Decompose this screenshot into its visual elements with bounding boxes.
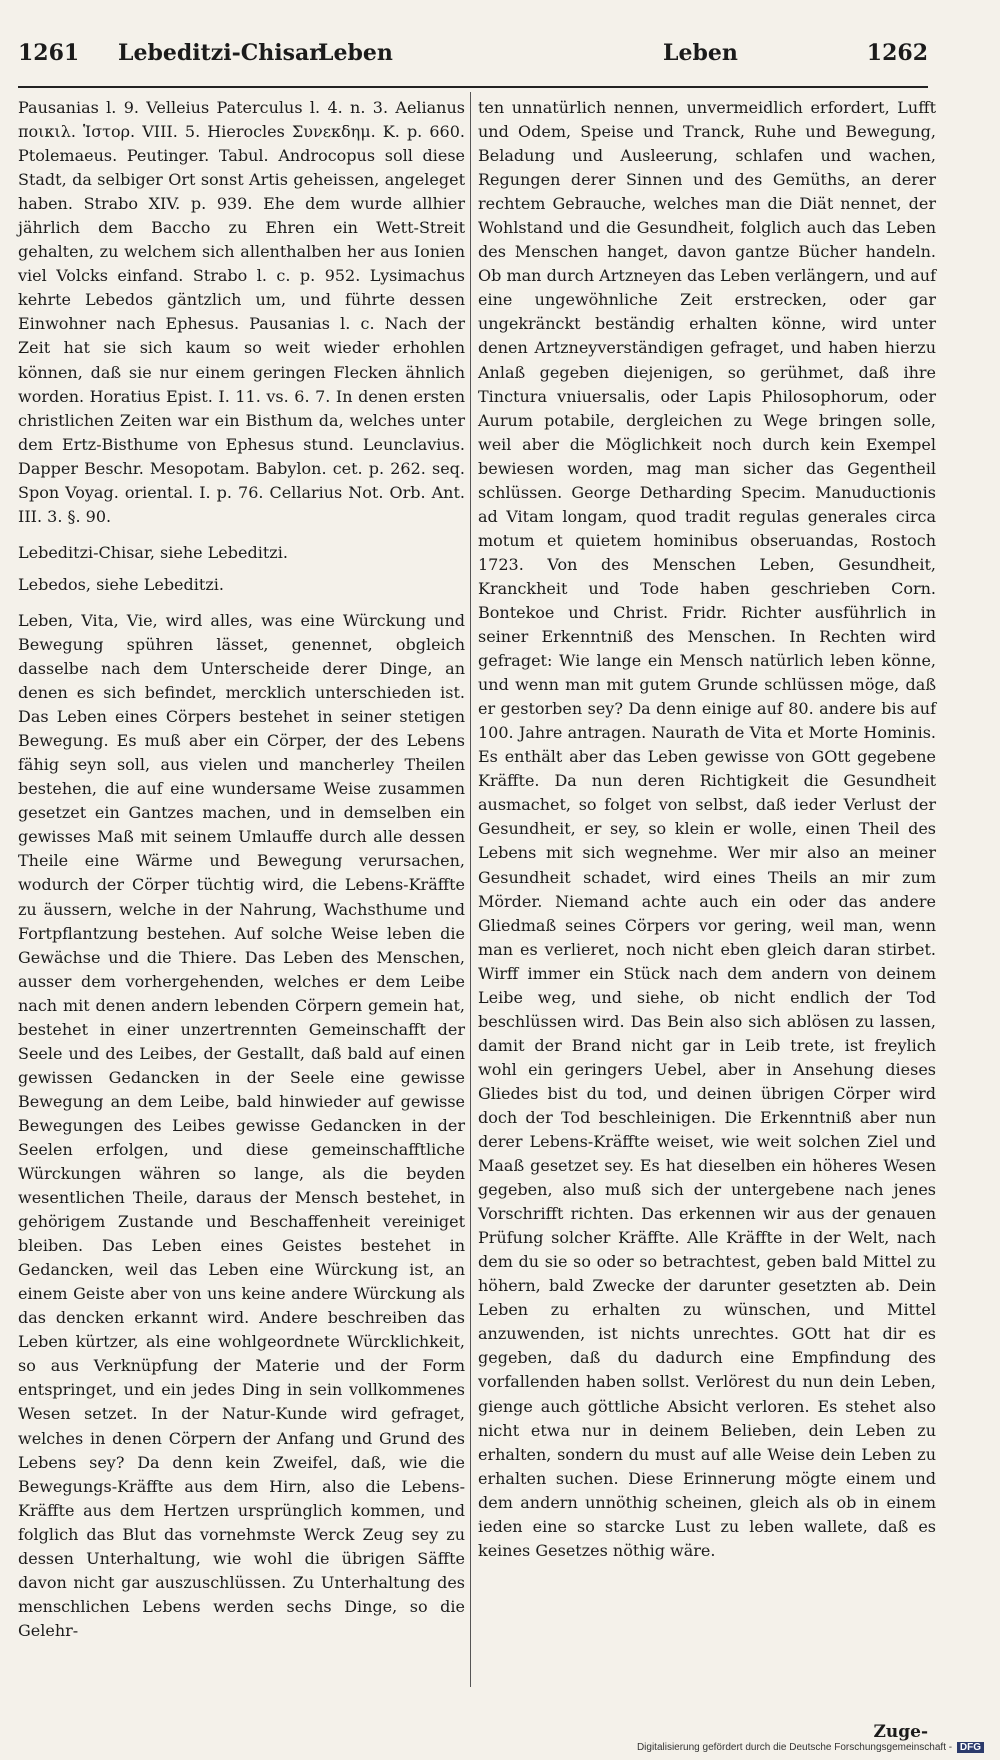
entry-lebedos: Lebedos, siehe Lebeditzi. bbox=[18, 574, 224, 594]
dfg-logo: DFG bbox=[957, 1742, 984, 1753]
column-divider bbox=[470, 92, 471, 1687]
running-head bbox=[18, 40, 928, 80]
right-column bbox=[478, 96, 936, 1563]
paragraph-leben-continued: ten unnatürlich nennen, unvermeidlich erfordert, Lufft und Odem, Speise und Tranck, Ruhe und Bewegung, Beladung und Ausleerung, schlafen und wachen, Regungen derer Sinnen und des Gemüths, an derer rechtem Gebrauche, welches man die Diät nennet, der Wohlstand und die Gesundheit, folglich auch das Leben des Menschen hanget, davon gantze Bücher handeln. Ob man durch Artzneyen das Leben verlängern, und auf eine ungewöhnliche Zeit erstrecken, oder gar ungekränckt beständig erhalten könne, wird unter denen Artzneyverständigen gefraget, und haben hierzu Anlaß gegeben diejenigen, so gerühmet, daß ihre Tinctura vniuersalis, oder Lapis Philosophorum, oder Aurum potabile, dergleichen zu Wege bringen solle, weil aber die Möglichkeit noch durch kein Exempel bewiesen worden, mag man sicher das Gegentheil schlüssen. George Detharding Specim. Manuductionis ad Vitam longam, quod tradit regulas generales circa motum et quietem hominibus obseruandas, Rostoch 1723. Von des Menschen Leben, Gesundheit, Kranckheit und Tode haben geschrieben Corn. Bontekoe und Christ. Fridr. Richter ausführlich in seiner Erkenntniß des Menschen. In Rechten wird gefraget: Wie lange ein Mensch natürlich leben könne, und wenn man mit gutem Grunde schlüssen möge, daß er gestorben sey? Da denn einige auf 80. andere bis auf 100. Jahre antragen. Naurath de Vita et Morte Hominis. Es enthält aber das Leben gewisse von GOtt gegebene Kräffte. Da nun deren Richtigkeit die Gesundheit ausmachet, so folget von selbst, daß ieder Verlust der Gesundheit, er sey, so klein er wolle, einen Theil des Lebens mit sich wegnehme. Wer mir also an meiner Gesundheit schadet, wird eines Theils an mir zum Mörder. Niemand achte auch ein oder das andere Gliedmaß seines Cörpers vor gering, weil man, wenn man es verlieret, noch nicht eben gleich daran stirbet. Wirff immer ein Stück nach dem andern von deinem Leibe weg, und siehe, ob nicht endlich der Tod beschlüssen wird. Das Bein also sich ablösen zu lassen, damit der Brand nicht gar in Leib trete, ist freylich wohl ein geringers Uebel, aber in Ansehung dieses Gliedes bist du tod, und deinen übrigen Cörper wird doch der Tod beschleinigen. Die Erkenntniß aber nun derer Lebens-Kräffte weiset, wie weit solchen Ziel und Maaß gesetzet sey. Es hat dieselben ein höheres Wesen gegeben, also muß sich der untergebene nach jenes Vorschrifft richten. Das erkennen wir aus der genauen Prüfung solcher Kräffte. Alle Kräffte in der Welt, nach dem du sie so oder so betrachtest, geben bald Mittel zu höhern, bald Zwecke der darunter gesetzten ab. Dein Leben zu erhalten zu wünschen, und Mittel anzuwenden, ist nichts unrechtes. GOtt hat dir es gegeben, daß du dadurch eine Empfindung des vorfallenden haben sollst. Verlörest du nun dein Leben, gienge auch göttliche Absicht verloren. Es stehet also nicht etwa nur in deinem Belieben, dein Leben zu erhalten, sondern du must auf alle Weise dein Leben zu erhalten suchen. Diese Erinnerung mögte einem und dem andern unnöthig scheinen, gleich als ob in einem ieden eine so starcke Lust zu leben wallete, daß es keines Gesetzes nöthig wäre. bbox=[478, 98, 936, 1560]
digitization-credit bbox=[637, 1742, 984, 1753]
catchword: Zuge- bbox=[873, 1722, 928, 1742]
credit-text: Digitalisierung gefördert durch die Deutsche Forschungsgemeinschaft - bbox=[636, 1742, 953, 1753]
page-number-left: 1261 bbox=[18, 40, 80, 66]
paragraph-lebeditzi-sources: Pausanias l. 9. Velleius Paterculus l. 4. n. 3. Aelianus ποικιλ. Ἱστορ. VIII. 5. Hierocles Συνεκδημ. K. p. 660. Ptolemaeus. Peutinger. Tabul. Androcopus soll diese Stadt, da selbiger Ort sonst Artis geheissen, angeleget haben. Strabo XIV. p. 939. Ehe dem wurde allhier jährlich dem Baccho zu Ehren ein Wett-Streit gehalten, zu welchem sich allenthalben her aus Ionien viel Volcks einfand. Strabo l. c. p. 952. Lysimachus kehrte Lebedos gäntzlich um, und führte dessen Einwohner nach Ephesus. Pausanias l. c. Nach der Zeit hat sie sich kaum so weit wieder erhohlen können, daß sie nur einem geringen Flecken ähnlich worden. Horatius Epist. I. 11. vs. 6. 7. In denen ersten christlichen Zeiten war ein Bisthum da, welches unter dem Ertz-Bisthume von Ephesus stund. Leunclavius. Dapper Beschr. Mesopotam. Babylon. cet. p. 262. seq. Spon Voyag. oriental. I. p. 76. Cellarius Not. Orb. Ant. III. 3. §. 90. bbox=[18, 98, 465, 526]
lemma-right: Leben bbox=[663, 40, 738, 66]
entry-lebeditzi-chisar: Lebeditzi-Chisar, siehe Lebeditzi. bbox=[18, 542, 288, 562]
page-number-right: 1262 bbox=[866, 40, 928, 66]
paragraph-leben: Leben, Vita, Vie, wird alles, was eine Würckung und Bewegung spühren lässet, genennet, obgleich dasselbe nach dem Unterscheide derer Dinge, an denen es sich befindet, mercklich unterschieden ist. Das Leben eines Cörpers bestehet in seiner stetigen Bewegung. Es muß aber ein Cörper, der des Lebens fähig seyn soll, aus vielen und mancherley Theilen bestehen, die auf eine wundersame Weise zusammen gesetzet ein Gantzes machen, und in demselben ein gewisses Maß mit seinem Umlauffe durch alle dessen Theile eine Wärme und Bewegung verursachen, wodurch der Cörper tüchtig wird, die Lebens-Kräffte zu äussern, welche in der Nahrung, Wachsthume und Fortpflantzung bestehen. Auf solche Weise leben die Gewächse und die Thiere. Das Leben des Menschen, ausser dem vorhergehenden, welches er dem Leibe nach mit denen andern lebenden Cörpern gemein hat, bestehet in einer unzertrennten Gemeinschafft der Seele und des Leibes, der Gestallt, daß bald auf einen gewissen Gedancken in der Seele eine gewisse Bewegung an dem Leibe, bald hinwieder auf gewisse Bewegungen des Leibes gewisse Gedancken in der Seelen erfolgen, und diese gemeinschafftliche Würckungen währen so lange, als die beyden wesentlichen Theile, daraus der Mensch bestehet, in gehörigem Zustande und Beschaffenheit vereiniget bleiben. Das Leben eines Geistes bestehet in Gedancken, weil das Leben eine Würckung ist, an einem Geiste aber von uns keine andere Würckung als das dencken erkannt wird. Andere beschreiben das Leben kürtzer, als eine wohlgeordnete Würcklichkeit, so aus Verknüpfung der Materie und der Form entspringet, und ein jedes Ding in sein vollkommenes Wesen setzet. In der Natur-Kunde wird gefraget, welches in denen Cörpern der Anfang und Grund des Lebens sey? Da denn kein Zweifel, daß, wie die Bewegungs-Kräffte aus dem Hirn, also die Lebens-Kräffte aus dem Hertzen ursprünglich kommen, und folglich das Blut das vornehmste Werck Zeug sey zu dessen Unterhaltung, wie wohl die übrigen Säffte davon nicht gar auszuschlüssen. Zu Unterhaltung des menschlichen Lebens werden sechs Dinge, so die Gelehr- bbox=[18, 610, 465, 1640]
lemma-left: Leben bbox=[318, 40, 393, 66]
keyword-left: Lebeditzi-Chisar bbox=[118, 40, 321, 66]
left-column bbox=[18, 96, 465, 1643]
header-rule bbox=[18, 86, 928, 88]
